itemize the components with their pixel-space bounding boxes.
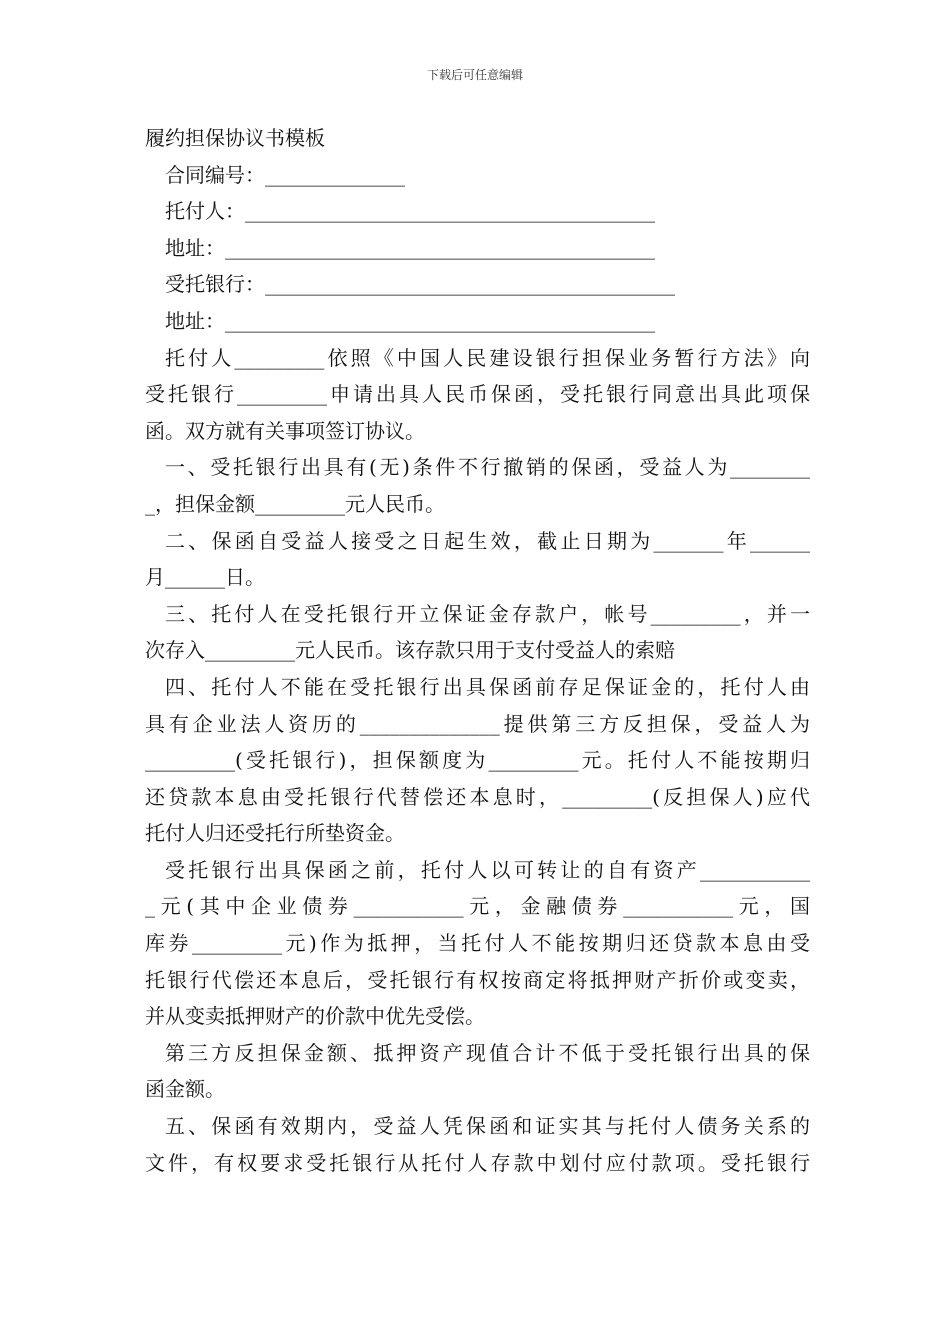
page-header: 下载后可任意编辑	[426, 68, 523, 82]
document-title: 履约担保协议书模板	[145, 126, 325, 150]
text-line: 库券_________元)作为抵押，当托付人不能按期归还贷款本息由受	[145, 931, 810, 956]
document-body	[145, 120, 810, 1181]
text-line: _________(受托银行)，担保额度为_________元。托付人不能按期归	[145, 748, 810, 773]
text-line: 托付人：_________________________________________	[165, 199, 655, 224]
text-line: 次存入_________元人民币。该存款只用于支付受益人的索赔	[145, 638, 675, 663]
text-line: 月______日。	[145, 565, 265, 590]
text-line: 一、受托银行出具有(无)条件不行撤销的保函，受益人为________	[165, 455, 810, 480]
text-line: 函。双方就有关事项签订协议。	[145, 418, 425, 443]
text-line: 地址：___________________________________________	[165, 235, 655, 260]
text-line: 托付人_________依照《中国人民建设银行担保业务暂行方法》向	[165, 345, 810, 370]
text-line: 函金额。	[145, 1077, 225, 1102]
text-line: _元(其中企业债券___________元，金融债券___________元，国	[145, 894, 810, 919]
text-line: 四、托付人不能在受托银行出具保函前存足保证金的，托付人由	[165, 674, 810, 699]
text-line: 二、保函自受益人接受之日起生效，截止日期为_______年______	[165, 528, 810, 553]
text-line: 还贷款本息由受托银行代替偿还本息时，_________(反担保人)应代	[145, 784, 810, 809]
text-line: 受托银行：_________________________________________	[165, 272, 675, 297]
text-line: _，担保金额_________元人民币。	[145, 491, 445, 516]
text-line: 托付人归还受托行所垫资金。	[145, 821, 405, 846]
text-line: 并从变卖抵押财产的价款中优先受偿。	[145, 1004, 485, 1029]
text-line: 受托银行_________申请出具人民币保函，受托银行同意出具此项保	[145, 382, 810, 407]
text-line: 受托银行出具保函之前，托付人以可转让的自有资产___________	[165, 857, 810, 882]
text-line: 具有企业法人资历的______________提供第三方反担保，受益人为	[145, 711, 810, 736]
text-line: 地址：___________________________________________	[165, 308, 655, 333]
text-line: 合同编号：______________	[165, 162, 405, 187]
text-line: 三、托付人在受托银行开立保证金存款户，帐号_________，并一	[165, 601, 810, 626]
text-line: 托银行代偿还本息后，受托银行有权按商定将抵押财产折价或变卖，	[145, 967, 810, 992]
text-line: 文件，有权要求受托银行从托付人存款中划付应付款项。受托银行	[145, 1150, 810, 1175]
document-lines	[145, 157, 810, 1182]
text-line: 第三方反担保金额、抵押资产现值合计不低于受托银行出具的保	[165, 1040, 810, 1065]
text-line: 五、保函有效期内，受益人凭保函和证实其与托付人债务关系的	[165, 1114, 810, 1139]
